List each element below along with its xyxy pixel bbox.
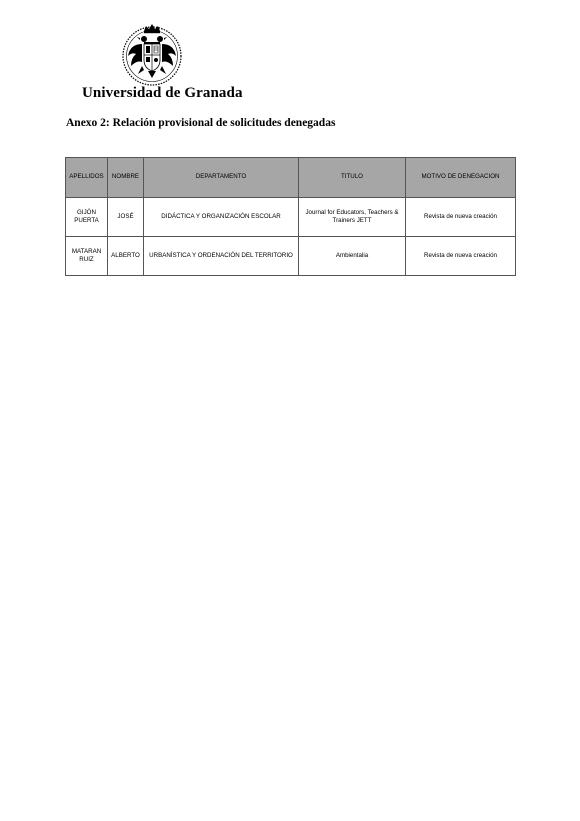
cell-motivo: Revista de nueva creación xyxy=(406,237,516,276)
table-header-row xyxy=(66,158,516,198)
cell-nombre: JOSÉ xyxy=(108,198,144,237)
column-header-apellidos: APELLIDOS xyxy=(66,158,108,198)
column-header-motivo: MOTIVO DE DENEGACION xyxy=(406,158,516,198)
denied-requests-table xyxy=(65,157,516,276)
university-crest-logo xyxy=(120,22,184,88)
cell-titulo: Journal for Educators, Teachers & Trainers JETT xyxy=(299,198,406,237)
cell-nombre: ALBERTO xyxy=(108,237,144,276)
university-name: Universidad de Granada xyxy=(82,85,243,101)
annex-title: Anexo 2: Relación provisional de solicitudes denegadas xyxy=(66,117,336,129)
cell-titulo: Ambientalia xyxy=(299,237,406,276)
cell-apellidos: MATARAN RUIZ xyxy=(66,237,108,276)
column-header-departamento: DEPARTAMENTO xyxy=(144,158,299,198)
cell-departamento: DIDÁCTICA Y ORGANIZACIÓN ESCOLAR xyxy=(144,198,299,237)
cell-apellidos: GIJÓN PUERTA xyxy=(66,198,108,237)
column-header-nombre: NOMBRE xyxy=(108,158,144,198)
table-row xyxy=(66,198,516,237)
column-header-titulo: TITULO xyxy=(299,158,406,198)
table-row xyxy=(66,237,516,276)
cell-departamento: URBANÍSTICA Y ORDENACIÓN DEL TERRITORIO xyxy=(144,237,299,276)
cell-motivo: Revista de nueva creación xyxy=(406,198,516,237)
